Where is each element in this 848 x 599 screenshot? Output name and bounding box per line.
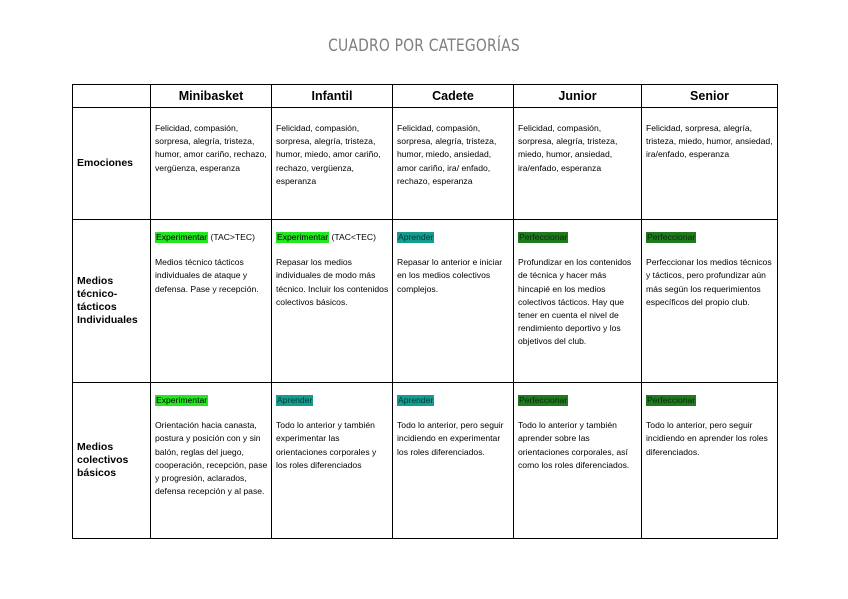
table-row-medios-colectivos [73, 383, 778, 539]
cell-description: Profundizar en los contenidos de técnica y hacer más hincapié en los medios colectivos tácticos. Hay que tener en cuenta el nivel de rendimiento deportivo y los objetivos del club. [518, 257, 632, 347]
header-row [73, 85, 778, 108]
tag-experimentar: Experimentar [277, 232, 329, 242]
tag-aprender: Aprender [277, 395, 313, 405]
cell-emociones-minibasket: Felicidad, compasión, sorpresa, alegría, tristeza, humor, amor cariño, rechazo, vergüenza, esperanza [151, 108, 272, 220]
cell-colectivos-junior [514, 383, 642, 539]
header-cell-senior: Senior [642, 85, 778, 108]
header-cell-infantil: Infantil [272, 85, 393, 108]
cell-description: Todo lo anterior, pero seguir incidiendo en experimentar los roles diferenciados. [397, 420, 504, 457]
tag-aprender: Aprender [398, 232, 434, 242]
tag-perfeccionar: Perfeccionar [519, 232, 568, 242]
cell-emociones-infantil: Felicidad, compasión, sorpresa, alegría, tristeza, humor, miedo, amor cariño, rechazo, vergüenza, esperanza [272, 108, 393, 220]
cell-description: Todo lo anterior, pero seguir incidiendo en aprender los roles diferenciados. [646, 420, 768, 457]
table-row-medios-tecnico-tacticos [73, 220, 778, 383]
cell-emociones-senior: Felicidad, sorpresa, alegría, tristeza, miedo, humor, ansiedad, ira/enfado, esperanza [642, 108, 778, 220]
tag-note: (TAC>TEC) [208, 232, 255, 242]
page-title: CUADRO POR CATEGORÍAS [328, 36, 520, 56]
header-cell-junior: Junior [514, 85, 642, 108]
tag-aprender: Aprender [398, 395, 434, 405]
header-cell-empty [73, 85, 151, 108]
tag-perfeccionar: Perfeccionar [647, 395, 696, 405]
tag-perfeccionar: Perfeccionar [519, 395, 568, 405]
tag-experimentar: Experimentar [156, 395, 208, 405]
categories-table [72, 84, 778, 539]
row-label-emociones: Emociones [73, 108, 151, 220]
cell-description: Repasar los medios individuales de modo más técnico. Incluir los contenidos colectivos básicos. [276, 257, 389, 307]
cell-tecnico-senior [642, 220, 778, 383]
tag-perfeccionar: Perfeccionar [647, 232, 696, 242]
cell-description: Perfeccionar los medios técnicos y tácticos, pero profundizar aún más según los requerimientos específicos del propio club. [646, 257, 772, 307]
row-label-medios-tecnico-tacticos: Medios técnico-tácticos Individuales [73, 220, 151, 383]
cell-emociones-cadete: Felicidad, compasión, sorpresa, alegría, tristeza, humor, miedo, ansiedad, amor cariño, ira/ enfado, rechazo, esperanza [393, 108, 514, 220]
cell-description: Todo lo anterior y también aprender sobre las orientaciones corporales, así como los roles diferenciados. [518, 420, 630, 470]
cell-tecnico-cadete [393, 220, 514, 383]
header-cell-minibasket: Minibasket [151, 85, 272, 108]
cell-colectivos-cadete [393, 383, 514, 539]
cell-description: Repasar lo anterior e iniciar en los medios colectivos complejos. [397, 257, 503, 294]
table-row-emociones [73, 108, 778, 220]
cell-tecnico-junior [514, 220, 642, 383]
cell-colectivos-senior [642, 383, 778, 539]
cell-colectivos-minibasket [151, 383, 272, 539]
cell-tecnico-infantil [272, 220, 393, 383]
tag-note: (TAC<TEC) [329, 232, 376, 242]
cell-description: Todo lo anterior y también experimentar las orientaciones corporales y los roles diferenciados [276, 420, 377, 470]
row-label-medios-colectivos: Medios colectivos básicos [73, 383, 151, 539]
cell-description: Orientación hacia canasta, postura y posición con y sin balón, reglas del juego, cooperación, recepción, pase y progresión, aclarados, defensa recepción y al pase. [155, 420, 268, 497]
header-cell-cadete: Cadete [393, 85, 514, 108]
cell-emociones-junior: Felicidad, compasión, sorpresa, alegría, tristeza, miedo, humor, ansiedad, ira/enfado, esperanza [514, 108, 642, 220]
cell-tecnico-minibasket [151, 220, 272, 383]
tag-experimentar: Experimentar [156, 232, 208, 242]
cell-description: Medios técnico tácticos individuales de ataque y defensa. Pase y recepción. [155, 257, 259, 294]
cell-colectivos-infantil [272, 383, 393, 539]
